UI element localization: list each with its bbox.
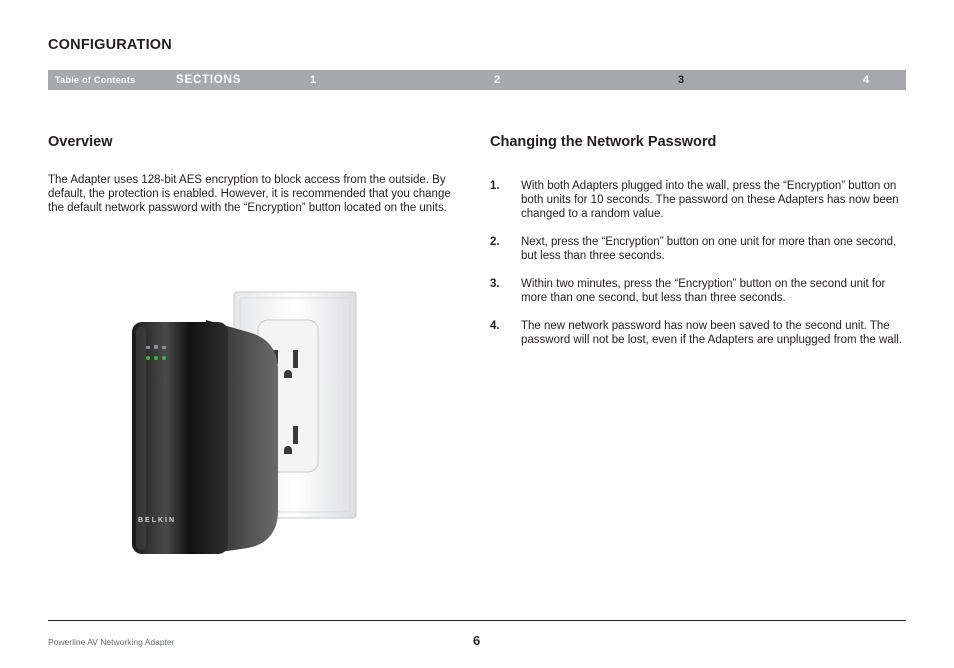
password-steps-list — [490, 179, 906, 361]
footer-title: Powerline AV Networking Adapter — [48, 637, 175, 647]
page-heading: CONFIGURATION — [48, 37, 172, 53]
table-of-contents-link[interactable]: Table of Contents — [55, 75, 136, 85]
adapter-brand-logo: BELKIN — [138, 517, 177, 524]
sections-label: SECTIONS — [176, 74, 242, 86]
step-text: Within two minutes, press the “Encryption” button on the second unit for more than one second, but less than three seconds. — [521, 278, 886, 304]
step-number: 3. — [490, 278, 500, 290]
list-item — [490, 179, 906, 221]
step-number: 1. — [490, 180, 500, 192]
list-item — [490, 319, 906, 347]
list-item — [490, 235, 906, 263]
password-section-title: Changing the Network Password — [490, 134, 717, 150]
overview-title: Overview — [48, 134, 113, 150]
section-link-4[interactable]: 4 — [863, 74, 870, 86]
section-link-1[interactable]: 1 — [310, 74, 317, 86]
section-nav-bar — [48, 70, 906, 90]
step-text: With both Adapters plugged into the wall, press the “Encryption” button on both units for 10 seconds. The password on these Adapters has now been changed to a random value. — [521, 180, 899, 220]
step-number: 4. — [490, 320, 500, 332]
overview-body: The Adapter uses 128-bit AES encryption to block access from the outside. By default, the protection is enabled. However, it is recommended that you change the default network password with the “Encryption” button located on the units. — [48, 174, 451, 214]
list-item — [490, 277, 906, 305]
led-indicator-icons — [146, 356, 166, 360]
step-number: 2. — [490, 236, 500, 248]
adapter-photo — [128, 290, 360, 558]
step-text: The new network password has now been saved to the second unit. The password will not be lost, even if the Adapters are unplugged from the wall. — [521, 320, 902, 346]
page-number: 6 — [473, 633, 481, 648]
section-link-3[interactable]: 3 — [678, 74, 685, 86]
footer-divider — [48, 620, 906, 621]
section-link-2[interactable]: 2 — [494, 74, 501, 86]
step-text: Next, press the “Encryption” button on one unit for more than one second, but less than three seconds. — [521, 236, 897, 262]
